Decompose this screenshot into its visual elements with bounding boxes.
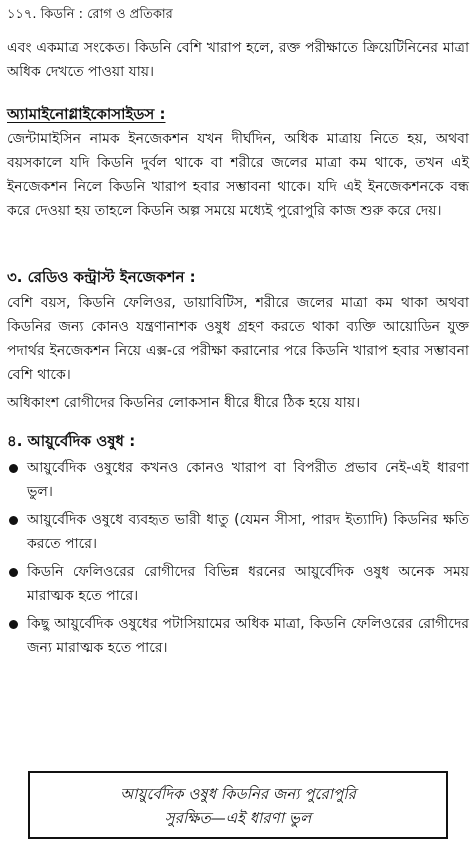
callout-line-2: সুরক্ষিত—এই ধারণা ভুল	[164, 809, 312, 827]
bullet-icon	[9, 568, 18, 577]
intro-paragraph: এবং একমাত্র সংকেত। কিডনি বেশি খারাপ হলে, রক্ত পরীক্ষাতে ক্রিয়েটিনিনের মাত্রা অধিক দেখতে পাওয়া যায়।	[7, 40, 469, 80]
radiocontrast-note: অধিকাংশ রোগীদের কিডনির লোকসান ধীরে ধীরে ঠিক হয়ে যায়।	[7, 395, 361, 411]
bullet-icon	[9, 464, 18, 473]
list-item-text: আয়ুর্বেদিক ওষুধের কখনও কোনও খারাপ বা বিপরীত প্রভাব নেই-এই ধারণা ভুল।	[27, 460, 469, 500]
section-heading-aminoglycosides: অ্যামাইনোগ্লাইকোসাইডস :	[7, 105, 166, 123]
callout-box	[28, 771, 448, 839]
radiocontrast-paragraph: বেশি বয়স, কিডনি ফেলিওর, ডায়াবিটিস, শরীরে জলের মাত্রা কম থাকা অথবা কিডনির জন্য কোনও যন্ত্রণানাশক ওষুধ গ্রহণ করতে থাকা ব্যক্তি আয়োডিন যুক্ত পদার্থর ইনজেকশন নিয়ে এক্স-রে পরীক্ষা করানোর পরে কিডনি খারাপ হবার সম্ভাবনা বেশি থাকে।	[7, 295, 469, 383]
section-heading-ayurvedic: ৪. আয়ুর্বেদিক ওষুধ :	[7, 432, 136, 450]
section-heading-radiocontrast: ৩. রেডিও কন্ট্রাস্ট ইনজেকশন :	[7, 268, 196, 286]
list-item-text: কিডনি ফেলিওরের রোগীদের বিভিন্ন ধরনের আয়ুর্বেদিক ওষুধ অনেক সময় মারাত্মক হতে পারে।	[27, 564, 469, 604]
bullet-icon	[9, 620, 18, 629]
list-item-text: কিছু আয়ুর্বেদিক ওষুধের পটাসিয়ামের অধিক মাত্রা, কিডনি ফেলিওরের রোগীদের জন্য মারাত্মক হতে পারে।	[27, 616, 469, 656]
callout-line-1: আয়ুর্বেদিক ওষুধ কিডনির জন্য পুরোপুরি	[120, 785, 356, 803]
bullet-icon	[9, 516, 18, 525]
page-header: ১১৭. কিডনি : রোগ ও প্রতিকার	[7, 7, 173, 22]
aminoglycosides-paragraph: জেন্টামাইসিন নামক ইনজেকশন যখন দীর্ঘদিন, অধিক মাত্রায় নিতে হয়, অথবা বয়সকালে যদি কিডনি দুর্বল থাকে বা শরীরে জলের মাত্রা কম থাকে, তখন এই ইনজেকশন নিলে কিডনি খারাপ হবার সম্ভাবনা থাকে। যদি এই ইনজেকশনকে বন্ধ করে দেওয়া হয় তাহলে কিডনি অল্প সময়ে মধ্যেই পুরোপুরি কাজ শুরু করে দেয়।	[7, 131, 469, 219]
list-item-text: আয়ুর্বেদিক ওষুধে ব্যবহৃত ভারী ধাতু (যেমন সীসা, পারদ ইত্যাদি) কিডনির ক্ষতি করতে পারে।	[27, 512, 469, 552]
